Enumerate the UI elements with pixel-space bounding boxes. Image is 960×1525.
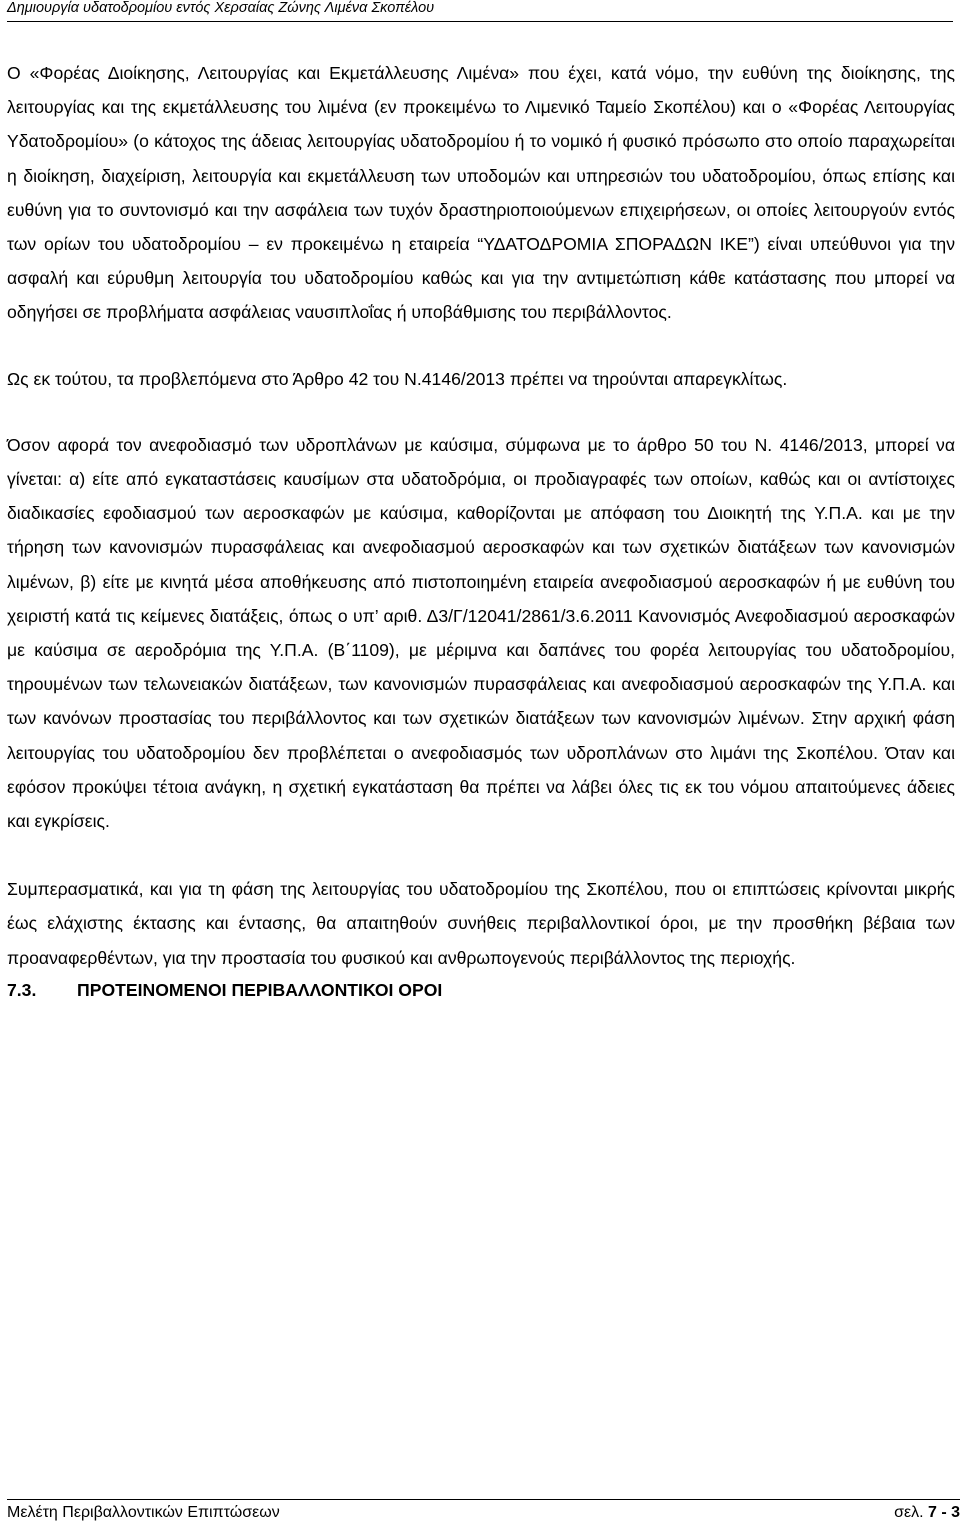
- page-value: 7 - 3: [927, 1504, 960, 1521]
- section-title: ΠΡΟΤΕΙΝΟΜΕΝΟΙ ΠΕΡΙΒΑΛΛΟΝΤΙΚΟΙ ΟΡΟΙ: [77, 979, 443, 1000]
- paragraph-spacer: [7, 838, 955, 872]
- footer-page-number: [894, 1504, 960, 1522]
- page-prefix: σελ.: [894, 1504, 928, 1521]
- paragraph-spacer: [7, 396, 955, 428]
- header-title: Δημιουργία υδατοδρομίου εντός Χερσαίας Ζώνης Λιμένα Σκοπέλου: [7, 0, 435, 16]
- paragraph-conclusion: Συμπερασματικά, και για τη φάση της λειτουργίας του υδατοδρομίου της Σκοπέλου, που οι επιπτώσεις κρίνονται μικρής έως ελάχιστης έκτασης και έντασης, θα απαιτηθούν συνήθεις περιβαλλοντικοί όροι, με την προσθήκη βέβαια των προαναφερθέντων, για την προστασία του φυσικού και ανθρωπογενούς περιβάλλοντος της περιοχής.: [7, 879, 955, 968]
- paragraph-operators: Ο «Φορέας Διοίκησης, Λειτουργίας και Εκμετάλλευσης Λιμένα» που έχει, κατά νόμο, την ευθύνη της διοίκησης, της λειτουργίας και της εκμετάλλευσης του λιμένα (εν προκειμένω το Λιμενικό Ταμείο Σκοπέλου) και ο «Φορέας Λειτουργίας Υδατοδρομίου» (ο κάτοχος της άδειας λειτουργίας υδατοδρομίου ή το νομικό ή φυσικό πρόσωπο στο οποίο παραχωρείται η διοίκηση, διαχείριση, λειτουργία και εκμετάλλευση των υποδομών και υπηρεσιών του υδατοδρομίου, όπως επίσης και ευθύνη για το συντονισμό και την ασφάλεια των τυχόν δραστηριοποιούμενων επιχειρήσεων, οι οποίες λειτουργούν εντός των ορίων του υδατοδρομίου – εν προκειμένω η εταιρεία “ΥΔΑΤΟΔΡΟΜΙΑ ΣΠΟΡΑΔΩΝ ΙΚΕ”) είναι υπεύθυνοι για την ασφαλή και εύρυθμη λειτουργία του υδατοδρομίου καθώς και για την αντιμετώπιση κάθε κατάστασης που μπορεί να οδηγήσει σε προβλήματα ασφάλειας ναυσιπλοΐας ή υποβάθμισης του περιβάλλοντος.: [7, 63, 955, 323]
- paragraph-spacer: [7, 330, 955, 362]
- footer-document-title: Μελέτη Περιβαλλοντικών Επιπτώσεων: [7, 1504, 280, 1521]
- section-number: 7.3.: [7, 979, 37, 1000]
- page-header: [7, 0, 953, 22]
- page-footer: [7, 1499, 960, 1522]
- paragraph-article-42: Ως εκ τούτου, τα προβλεπόμενα στο Άρθρο 42 του Ν.4146/2013 πρέπει να τηρούνται απαρεγκλίτως.: [7, 368, 788, 389]
- section-heading: [7, 973, 955, 1007]
- document-body: [7, 56, 955, 1007]
- paragraph-refueling: Όσον αφορά τον ανεφοδιασμό των υδροπλάνων με καύσιμα, σύμφωνα με το άρθρο 50 του Ν. 4146/2013, μπορεί να γίνεται: α) είτε από εγκαταστάσεις καυσίμων στα υδατοδρόμια, οι προδιαγραφές των οποίων, καθώς και οι αντίστοιχες διαδικασίες εφοδιασμού των αεροσκαφών με καύσιμα, καθορίζονται με απόφαση του Διοικητή της Υ.Π.Α. και με την τήρηση των κανονισμών πυρασφάλειας και ανεφοδιασμού αεροσκαφών και των σχετικών διατάξεων των κανονισμών λιμένων, β) είτε με κινητά μέσα αποθήκευσης από πιστοποιημένη εταιρεία ανεφοδιασμού αεροσκαφών ή με ευθύνη του χειριστή κατά τις κείμενες διατάξεις, όπως ο υπ’ αριθ. Δ3/Γ/12041/2861/3.6.2011 Κανονισμός Ανεφοδιασμού αεροσκαφών με καύσιμα σε αεροδρόμια της Υ.Π.Α. (Β΄1109), με μέριμνα και δαπάνες του φορέα λειτουργίας του υδατοδρομίου, τηρουμένων των τελωνειακών διατάξεων, των κανονισμών πυρασφάλειας και ανεφοδιασμού αεροσκαφών της Υ.Π.Α. και των κανόνων προστασίας του περιβάλλοντος και των σχετικών διατάξεων των κανονισμών λιμένων. Στην αρχική φάση λειτουργίας του υδατοδρομίου δεν προβλέπεται ο ανεφοδιασμός των υδροπλάνων στο λιμάνι της Σκοπέλου. Όταν και εφόσον προκύψει τέτοια ανάγκη, η σχετική εγκατάσταση θα πρέπει να λάβει όλες τις εκ του νόμου απαιτούμενες άδειες και εγκρίσεις.: [7, 434, 955, 832]
